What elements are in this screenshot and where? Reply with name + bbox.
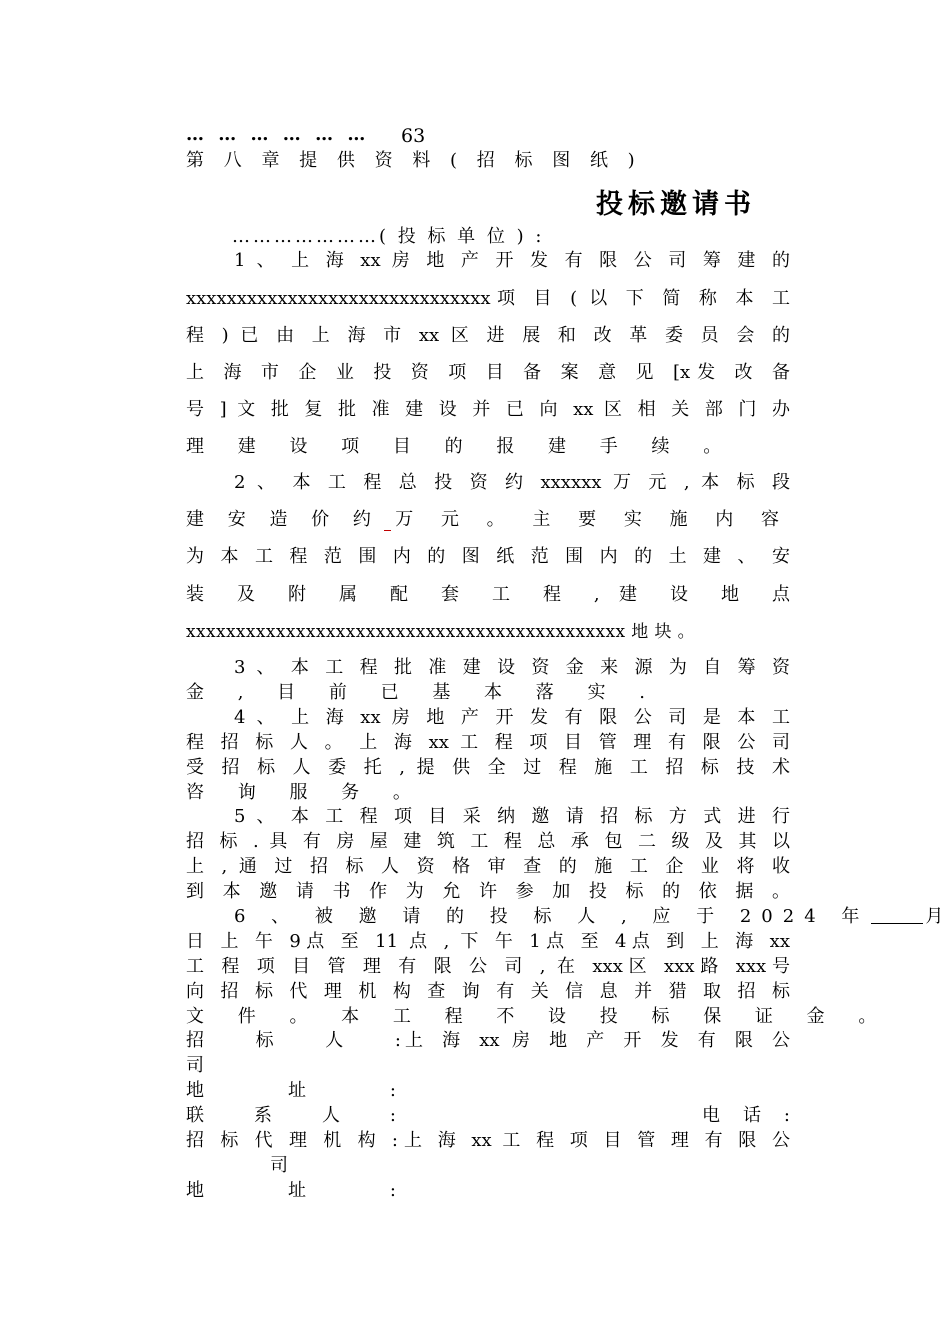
contact-label: 联 系 人 : xyxy=(186,1105,396,1126)
p4-line-1: 4 、 上 海 xx 房 地 产 开 发 有 限 公 司 是 本 工 xyxy=(234,707,790,728)
p1-line-4: 上 海 市 企 业 投 资 项 目 备 案 意 见 [x发 改 备 xyxy=(186,362,790,383)
address2-label: 地 址 : xyxy=(186,1180,396,1201)
tenderer-label: 招 标 人 : xyxy=(186,1030,401,1051)
p4-line-4: 咨 询 服 务 。 xyxy=(186,782,425,803)
p5-line-1: 5 、 本 工 程 项 目 采 纳 邀 请 招 标 方 式 进 行 xyxy=(234,806,790,827)
agency-value: 上 海 xx 工 程 项 目 管 理 有 限 公 xyxy=(404,1130,790,1151)
p2-line-2 xyxy=(186,509,790,531)
p6-line-1-tail xyxy=(869,906,943,928)
chapter-heading: 第 八 章 提 供 资 料 ( 招 标 图 纸 ) xyxy=(186,150,642,171)
page-number: 63 xyxy=(401,125,426,147)
tenderer-value: 上 海 xx 房 地 产 开 发 有 限 公 xyxy=(405,1030,790,1051)
phone-label: 电 话 : xyxy=(702,1105,790,1126)
month-blank-line xyxy=(871,907,923,924)
p5-line-2: 招 标 . 具 有 房 屋 建 筑 工 程 总 承 包 二 级 及 其 以 xyxy=(186,831,790,852)
p2-line-3: 为 本 工 程 范 围 内 的 图 纸 范 围 内 的 土 建 、 安 xyxy=(186,546,790,567)
agency-row xyxy=(186,1130,790,1152)
p1-line-3: 程 ) 已 由 上 海 市 xx 区 进 展 和 改 革 委 员 会 的 xyxy=(186,325,790,346)
p6-line-5: 文 件 。 本 工 程 不 设 投 标 保 证 金 。 xyxy=(186,1006,891,1027)
p3-line-2: 金 , 目 前 已 基 本 落 实 . xyxy=(186,682,659,703)
cost-blank-line xyxy=(384,512,391,531)
p5-line-3: 上 , 通 过 招 标 人 资 格 审 查 的 施 工 企 业 将 收 xyxy=(186,856,790,877)
p6-line-2: 日 上 午 9点 至 11 点 , 下 午 1点 至 4点 到 上 海 xx xyxy=(186,931,790,952)
p4-line-3: 受 招 标 人 委 托 , 提 供 全 过 程 施 工 招 标 技 术 xyxy=(186,757,790,778)
p3-line-1: 3 、 本 工 程 批 准 建 设 资 金 来 源 为 自 筹 资 xyxy=(234,657,790,678)
p1-line-5: 号 ] 文 批 复 批 准 建 设 并 已 向 xx 区 相 关 部 门 办 xyxy=(186,399,790,420)
toc-dots: … … … … … … xyxy=(186,124,370,145)
salutation: …………………( 投 标 单 位 ) : xyxy=(232,226,545,247)
agency-wrap: 司 xyxy=(270,1155,288,1176)
tenderer-row xyxy=(186,1030,790,1052)
document-title: 投标邀请书 xyxy=(596,189,756,220)
p2-line-5: xxxxxxxxxxxxxxxxxxxxxxxxxxxxxxxxxxxxxxxxxxxx 地 块 。 xyxy=(186,622,696,642)
p2-line-4: 装 及 附 属 配 套 工 程 , 建 设 地 点 xyxy=(186,584,790,605)
p2-line-2a: 建 安 造 价 约 xyxy=(186,509,380,530)
contact-row xyxy=(186,1105,790,1127)
agency-label: 招 标 代 理 机 构 : xyxy=(186,1130,398,1151)
p2-line-1: 2 、 本 工 程 总 投 资 约 xxxxxx 万 元 , 本 标 段 xyxy=(234,472,790,493)
p1-line-6: 理 建 设 项 目 的 报 建 手 续 。 xyxy=(186,436,736,457)
p6-line-1b: 月 xyxy=(925,906,944,927)
p1-line-2: xxxxxxxxxxxxxxxxxxxxxxxxxxxxxx项 目 ( 以 下 简 称 本 工 xyxy=(186,288,790,309)
p1-line-1: 1 、 上 海 xx 房 地 产 开 发 有 限 公 司 筹 建 的 xyxy=(234,250,790,271)
address-label: 地 址 : xyxy=(186,1080,396,1101)
p6-line-1a: 6 、 被 邀 请 的 投 标 人 , 应 于 2024 年 xyxy=(234,906,870,927)
p2-line-2b: 万 元 。 主 要 实 施 内 容 xyxy=(395,509,790,530)
p6-line-4: 向 招 标 代 理 机 构 查 询 有 关 信 息 并 猎 取 招 标 xyxy=(186,981,790,1002)
p6-line-3: 工 程 项 目 管 理 有 限 公 司 , 在 xxx区 xxx路 xxx号 xyxy=(186,956,790,977)
p5-line-4: 到 本 邀 请 书 作 为 允 许 参 加 投 标 的 依 据 。 xyxy=(186,881,790,902)
p6-line-1 xyxy=(234,906,944,928)
tenderer-wrap: 司 xyxy=(186,1055,204,1076)
p4-line-2: 程 招 标 人 。 上 海 xx 工 程 项 目 管 理 有 限 公 司 xyxy=(186,732,790,753)
